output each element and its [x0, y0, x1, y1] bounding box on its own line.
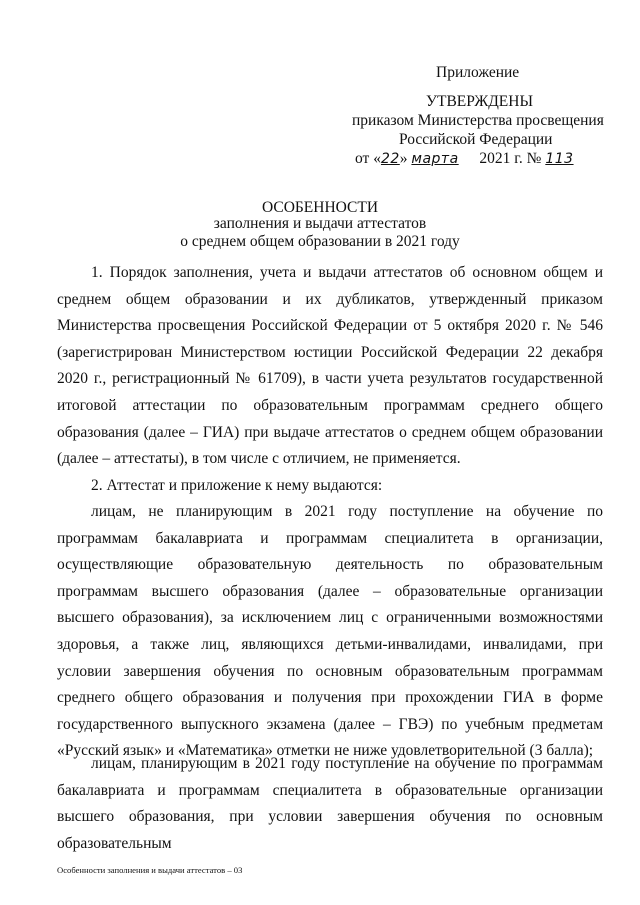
document-subtitle-2: о среднем общем образовании в 2021 году [180, 233, 460, 250]
approved-by-line1: приказом Министерства просвещения [352, 112, 604, 129]
order-date-line [355, 150, 574, 168]
paragraph-3: лицам, не планирующим в 2021 году поступление на обучение по программам бакалавриата и программам специалитета в организации, осуществляющие образовательную деятельность по образовательным программам высшего образования (далее – образовательные организации высшего образования), за исключением лиц с ограниченными возможностями здоровья, а также лиц, являющихся детьми-инвалидами, инвалидами, при условии завершения обучения по основным образовательным программам среднего общего образования и получения при прохождении ГИА в форме государственного выпускного экзамена (далее – ГВЭ) по учебным предметам «Русский язык» и «Математика» отметки не ниже удовлетворительной (3 балла); [57, 503, 603, 760]
date-month-handwritten: марта [411, 151, 459, 167]
approved-by-line2: Российской Федерации [399, 131, 553, 148]
paragraph-2: 2. Аттестат и приложение к нему выдаются: [91, 477, 383, 494]
document-heading: ОСОБЕННОСТИ [261, 199, 379, 216]
date-mid: » [399, 150, 412, 167]
paragraph-4: лицам, планирующим в 2021 году поступление на обучение по программам бакалавриата и программам специалитета в образовательные организации высшего образования, при условии завершения обучения по основным образовательным [57, 755, 603, 852]
document-subtitle-1: заполнения и выдачи аттестатов [213, 215, 427, 232]
paragraph-1: 1. Порядок заполнения, учета и выдачи аттестатов об основном общем и среднем общем образовании и их дубликатов, утвержденный приказом Министерства просвещения Российской Федерации от 5 октября 2020 г. № 546 (зарегистрирован Министерством юстиции Российской Федерации 22 декабря 2020 г., регистрационный № 61709), в части учета результатов государственной итоговой аттестации по образовательным программам среднего общего образования (далее – ГИА) при выдаче аттестатов о среднем общем образовании (далее – аттестаты), в том числе с отличием, не применяется. [57, 264, 603, 468]
order-number-handwritten: 113 [545, 151, 574, 167]
date-year: 2021 г. № [479, 150, 546, 167]
approved-label: УТВЕРЖДЕНЫ [426, 93, 533, 110]
appendix-label: Приложение [436, 64, 520, 81]
date-day-handwritten: 22 [380, 151, 400, 167]
page-footer: Особенности заполнения и выдачи аттестатов – 03 [57, 865, 243, 875]
date-prefix: от « [355, 150, 381, 167]
